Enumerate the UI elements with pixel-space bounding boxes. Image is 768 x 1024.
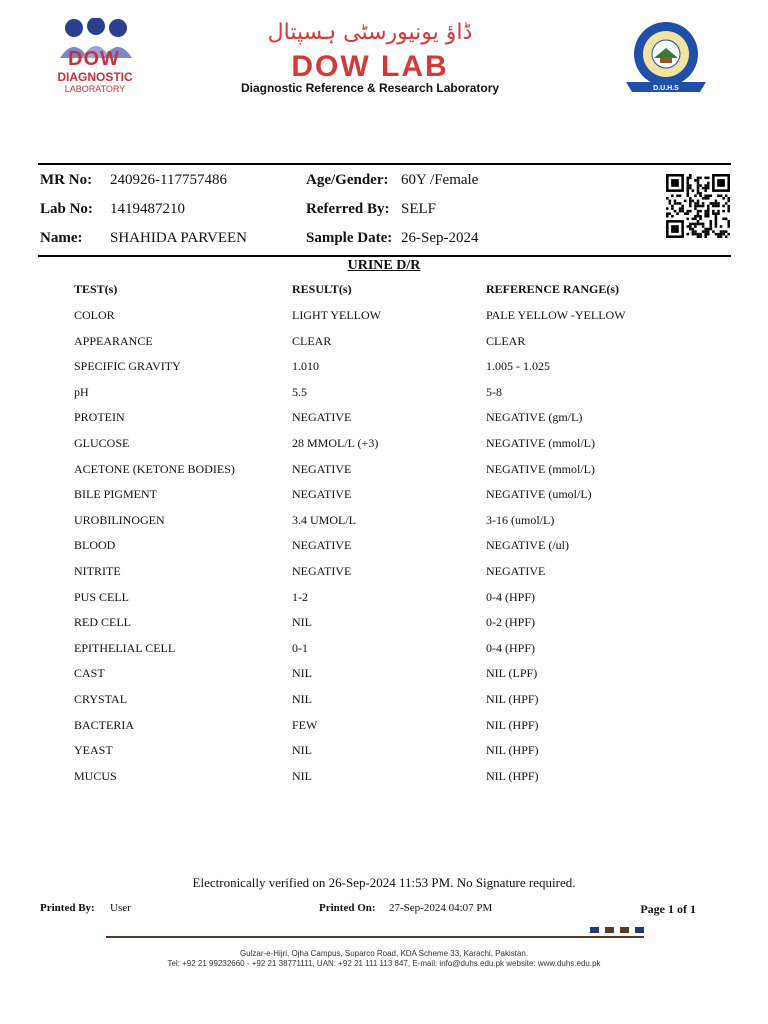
bottom-rule bbox=[38, 255, 731, 257]
page-number: Page 1 of 1 bbox=[640, 902, 696, 916]
test-reference: NEGATIVE (gm/L) bbox=[486, 410, 583, 424]
test-reference: NIL (LPF) bbox=[486, 666, 538, 680]
age-gender-value: 60Y /Female bbox=[401, 172, 479, 188]
test-result: NIL bbox=[292, 743, 312, 757]
test-result: 1.010 bbox=[292, 359, 319, 373]
test-name: PROTEIN bbox=[74, 410, 125, 424]
test-name: BILE PIGMENT bbox=[74, 487, 157, 501]
qr-code bbox=[666, 174, 730, 238]
seal-banner-text: D.U.H.S bbox=[653, 85, 679, 92]
printed-by-label: Printed By: bbox=[40, 902, 95, 914]
test-reference: NIL (HPF) bbox=[486, 718, 539, 732]
test-name: BLOOD bbox=[74, 538, 116, 552]
test-reference: 1.005 - 1.025 bbox=[486, 359, 550, 373]
printed-on-label: Printed On: bbox=[319, 902, 376, 914]
test-name: GLUCOSE bbox=[74, 436, 130, 450]
col-header-result: RESULT(s) bbox=[292, 282, 352, 296]
test-result: NIL bbox=[292, 615, 312, 629]
test-reference: NIL (HPF) bbox=[486, 692, 539, 706]
test-reference: 0-4 (HPF) bbox=[486, 590, 536, 604]
test-name: MUCUS bbox=[74, 769, 117, 783]
test-result: NIL bbox=[292, 769, 312, 783]
test-name: COLOR bbox=[74, 308, 115, 322]
test-name: pH bbox=[74, 385, 89, 399]
test-result: CLEAR bbox=[292, 334, 332, 348]
duhs-seal bbox=[620, 18, 712, 98]
test-name: YEAST bbox=[74, 743, 113, 757]
referred-by-label: Referred By: bbox=[306, 201, 390, 217]
printed-on-value: 27-Sep-2024 04:07 PM bbox=[389, 902, 493, 914]
sample-date-label: Sample Date: bbox=[306, 230, 393, 246]
col-header-test: TEST(s) bbox=[74, 282, 118, 296]
test-name: PUS CELL bbox=[74, 590, 130, 604]
test-result: LIGHT YELLOW bbox=[292, 308, 381, 322]
test-result: NEGATIVE bbox=[292, 487, 352, 501]
footer-squares bbox=[590, 927, 644, 933]
test-result: 5.5 bbox=[292, 385, 307, 399]
test-name: CRYSTAL bbox=[74, 692, 128, 706]
logo-word-diagnostic: DIAGNOSTIC bbox=[57, 70, 133, 84]
brand-subtitle: Diagnostic Reference & Research Laboratory bbox=[240, 81, 500, 95]
test-result: 0-1 bbox=[292, 641, 308, 655]
test-name: UROBILINOGEN bbox=[74, 513, 165, 527]
test-reference: 0-4 (HPF) bbox=[486, 641, 536, 655]
name-value: SHAHIDA PARVEEN bbox=[110, 230, 248, 246]
test-reference: NIL (HPF) bbox=[486, 743, 539, 757]
test-result: 3.4 UMOL/L bbox=[292, 513, 356, 527]
top-rule bbox=[38, 163, 731, 165]
test-reference: NEGATIVE (mmol/L) bbox=[486, 436, 595, 450]
test-result: NIL bbox=[292, 666, 312, 680]
test-name: NITRITE bbox=[74, 564, 121, 578]
printed-by-value: User bbox=[110, 902, 131, 914]
age-gender-label: Age/Gender: bbox=[306, 172, 389, 188]
test-result: NEGATIVE bbox=[292, 564, 352, 578]
test-reference: NIL (HPF) bbox=[486, 769, 539, 783]
footer-contact: Tel: +92 21 99232660 - +92 21 38771111, UAN: +92 21 111 113 847, E-mail: info@duhs.edu.pk website: www.duhs.edu.pk bbox=[167, 959, 601, 968]
test-result: NEGATIVE bbox=[292, 410, 352, 424]
urdu-title: ڈاؤ یونیورسٹی ہسپتال bbox=[267, 20, 473, 45]
test-result: NEGATIVE bbox=[292, 538, 352, 552]
test-reference: 0-2 (HPF) bbox=[486, 615, 536, 629]
sample-date-value: 26-Sep-2024 bbox=[401, 230, 479, 246]
report-title: URINE D/R bbox=[347, 258, 421, 273]
lab-no-label: Lab No: bbox=[40, 201, 93, 217]
name-label: Name: bbox=[40, 230, 83, 246]
test-name: ACETONE (KETONE BODIES) bbox=[74, 462, 235, 476]
test-result: NEGATIVE bbox=[292, 462, 352, 476]
logo-word-laboratory: LABORATORY bbox=[64, 84, 126, 94]
logo-word-dow: DOW bbox=[68, 48, 120, 70]
col-header-reference: REFERENCE RANGE(s) bbox=[486, 282, 620, 296]
mr-no-value: 240926-117757486 bbox=[110, 172, 227, 188]
lab-no-value: 1419487210 bbox=[110, 201, 185, 217]
test-result: 1-2 bbox=[292, 590, 308, 604]
test-name: SPECIFIC GRAVITY bbox=[74, 359, 181, 373]
test-name: CAST bbox=[74, 666, 105, 680]
test-result: NIL bbox=[292, 692, 312, 706]
test-reference: NEGATIVE (umol/L) bbox=[486, 487, 592, 501]
verification-note: Electronically verified on 26-Sep-2024 11:53 PM. No Signature required. bbox=[192, 875, 576, 890]
test-reference: PALE YELLOW -YELLOW bbox=[486, 308, 626, 322]
mr-no-label: MR No: bbox=[40, 172, 93, 188]
referred-by-value: SELF bbox=[401, 201, 437, 217]
test-reference: NEGATIVE (mmol/L) bbox=[486, 462, 595, 476]
test-reference: NEGATIVE (/ul) bbox=[486, 538, 569, 552]
dow-diagnostic-logo bbox=[40, 18, 150, 100]
test-result: FEW bbox=[292, 718, 318, 732]
test-reference: CLEAR bbox=[486, 334, 526, 348]
brand-title: DOW LAB bbox=[291, 50, 449, 83]
test-name: EPITHELIAL CELL bbox=[74, 641, 176, 655]
test-reference: 5-8 bbox=[486, 385, 502, 399]
test-name: APPEARANCE bbox=[74, 334, 153, 348]
test-name: RED CELL bbox=[74, 615, 131, 629]
test-result: 28 MMOL/L (+3) bbox=[292, 436, 379, 450]
test-name: BACTERIA bbox=[74, 718, 134, 732]
test-reference: 3-16 (umol/L) bbox=[486, 513, 555, 527]
footer-rule bbox=[106, 936, 644, 938]
footer-address: Gulzar-e-Hijri, Ojha Campus, Suparco Road, KDA Scheme 33, Karachi, Pakistan. bbox=[239, 949, 529, 958]
test-reference: NEGATIVE bbox=[486, 564, 546, 578]
